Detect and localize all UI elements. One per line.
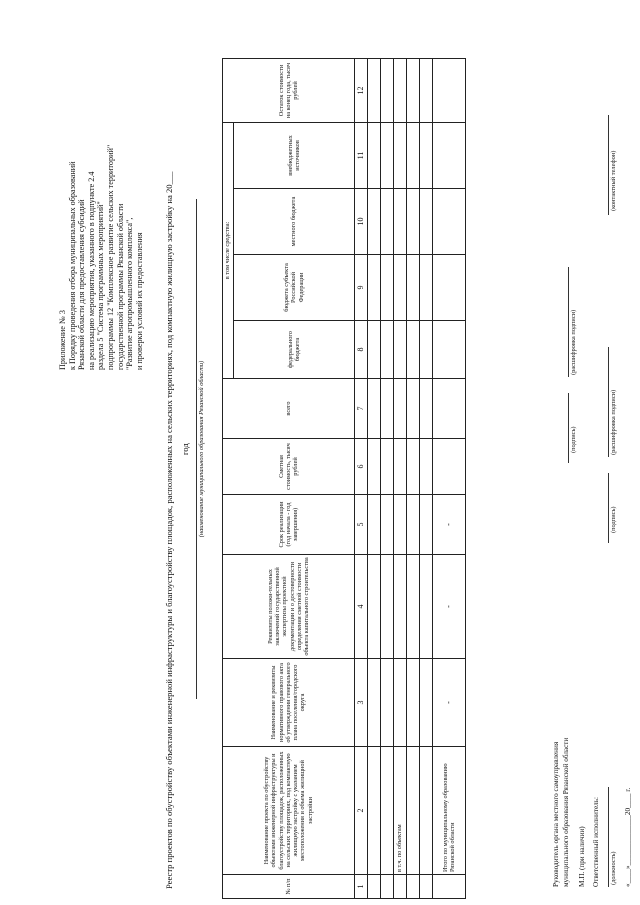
table-cell — [394, 875, 407, 899]
table-cell — [381, 189, 394, 255]
dash-cell: - — [433, 659, 466, 747]
table-row — [420, 59, 433, 899]
table-cell — [368, 439, 381, 495]
header-extrabudgetary: внебюджетных источников — [234, 123, 355, 189]
executor-decoding-line — [608, 347, 609, 457]
header-project-name: Наименование проекта по обустройству объектами инженерной инфраструктуры и благоустройству площадок, расположенных на сельских территориях, под компактную жилищную застройку с указанием местоположения и объема жилищной застройки — [223, 747, 355, 875]
table-cell — [407, 123, 420, 189]
table-cell — [394, 255, 407, 321]
signature-caption: (подпись) — [570, 426, 577, 453]
table-cell — [394, 59, 407, 123]
table-cell — [368, 189, 381, 255]
table-row — [368, 59, 381, 899]
table-cell — [407, 189, 420, 255]
column-number-row — [355, 59, 368, 899]
table-cell — [407, 321, 420, 379]
table-cell — [407, 255, 420, 321]
table-cell — [394, 189, 407, 255]
column-number: 4 — [355, 555, 368, 659]
table-cell — [381, 747, 394, 875]
table-cell — [381, 59, 394, 123]
table-cell — [368, 495, 381, 555]
head-title-line1: Руководитель органа местного самоуправления — [552, 741, 560, 887]
appendix-line: и проверки условий их предоставления — [134, 232, 144, 370]
table-row — [381, 59, 394, 899]
header-estimated-cost: Сметная стоимость, тысяч рублей — [223, 439, 355, 495]
column-number: 3 — [355, 659, 368, 747]
table-cell — [394, 495, 407, 555]
table-cell — [420, 875, 433, 899]
column-number: 1 — [355, 875, 368, 899]
table-cell — [394, 379, 407, 439]
table-cell — [381, 875, 394, 899]
appendix-line: раздела 5 "Система программных мероприятий" — [96, 201, 106, 370]
table-cell — [407, 555, 420, 659]
column-number: 7 — [355, 379, 368, 439]
table-cell — [381, 495, 394, 555]
header-federal-budget: федерального бюджета — [234, 321, 355, 379]
phone-caption: (контактный телефон) — [610, 150, 617, 211]
table-cell — [433, 379, 466, 439]
appendix-line: на реализацию мероприятия, указанного в подпункте 2.4 — [86, 171, 96, 370]
appendix-line: к Порядку проведения отбора муниципальных образований — [67, 161, 77, 370]
appendix-line: Приложение № 3 — [58, 310, 67, 370]
table-cell — [368, 659, 381, 747]
table-cell — [420, 495, 433, 555]
total-row — [433, 59, 466, 899]
column-number: 10 — [355, 189, 368, 255]
column-number: 9 — [355, 255, 368, 321]
header-legal-act: Наименование и реквизиты нормативного правового акта об утверждении генерального плана поселения/городского округа — [223, 659, 355, 747]
table-cell — [368, 123, 381, 189]
table-cell — [381, 439, 394, 495]
phone-line — [608, 115, 609, 215]
table-cell — [420, 321, 433, 379]
table-cell — [381, 123, 394, 189]
table-cell — [407, 659, 420, 747]
header-term: Срок реализации (год начала - год завершения) — [223, 495, 355, 555]
appendix-line: государственной программы Рязанской области — [115, 203, 125, 370]
total-label: Итого по муниципальному образованию Рязанской области — [433, 747, 466, 875]
decoding-line — [568, 267, 569, 377]
table-cell — [394, 659, 407, 747]
table-cell — [381, 555, 394, 659]
column-number: 6 — [355, 439, 368, 495]
appendix-line: "Развитие агропромышленного комплекса", — [125, 217, 135, 370]
executor-label: Ответственный исполнитель: — [592, 797, 600, 887]
table-row — [407, 59, 420, 899]
table-cell — [420, 439, 433, 495]
executor-decoding-caption: (расшифровка подписи) — [610, 389, 617, 455]
header-including-funds: в том числе средства: — [223, 123, 234, 379]
table-cell — [368, 875, 381, 899]
table-cell — [407, 439, 420, 495]
header-total: всего — [223, 379, 355, 439]
table-cell — [407, 379, 420, 439]
table-cell — [381, 379, 394, 439]
table-cell — [433, 255, 466, 321]
table-cell — [420, 255, 433, 321]
municipality-underline — [196, 199, 197, 699]
table-cell — [381, 255, 394, 321]
table-cell — [433, 321, 466, 379]
including-objects-row — [394, 59, 407, 899]
table-cell — [420, 59, 433, 123]
table-cell — [368, 747, 381, 875]
table-cell — [394, 555, 407, 659]
column-number: 5 — [355, 495, 368, 555]
table-cell — [368, 321, 381, 379]
decoding-caption: (расшифровка подписи) — [570, 309, 577, 375]
table-cell — [433, 59, 466, 123]
table-cell — [394, 123, 407, 189]
table-cell — [407, 747, 420, 875]
municipality-caption: (наименование муниципального образования Рязанской области) — [198, 360, 205, 538]
header-regional-budget: бюджета субъекта Российской Федерации — [234, 255, 355, 321]
date-field: «____»______________20____ г. — [624, 787, 632, 887]
head-title-line2: муниципального образования Рязанской области — [562, 737, 570, 887]
position-caption: (должность) — [610, 851, 617, 885]
including-objects-label: в т.ч. по объектам — [394, 747, 407, 875]
table-cell — [420, 379, 433, 439]
appendix-line: подпрограммы 12 "Комплексное развитие сельских территорий" — [105, 144, 115, 370]
table-cell — [420, 189, 433, 255]
appendix-line: Рязанской области для предоставления субсидий — [77, 199, 87, 370]
table-cell — [433, 189, 466, 255]
table-cell — [394, 321, 407, 379]
header-expertise: Реквизиты положи-тельных заключений государственной экспертизы проектной документации и о достоверности определения сметной стоимости объекта капитального строительства — [223, 555, 355, 659]
table-cell — [368, 59, 381, 123]
table-cell — [420, 659, 433, 747]
executor-signature-line — [608, 473, 609, 543]
header-number: № п/п — [223, 875, 355, 899]
appendix-header — [58, 40, 144, 370]
table-cell — [394, 439, 407, 495]
signature-line — [568, 393, 569, 463]
table-cell — [420, 123, 433, 189]
table-cell — [433, 123, 466, 189]
table-cell — [433, 439, 466, 495]
stamp-note: М.П. (при наличии) — [578, 826, 586, 887]
header-remaining-cost: Остаток стоимости на конец года, тысяч рублей — [223, 59, 355, 123]
registry-title: Реестр проектов по обустройству объектами инженерной инфраструктуры и благоустройству площадок, расположенных на сельских территориях, под компактную жилищную застройку на 20___ — [164, 171, 174, 889]
executor-signature-caption: (подпись) — [610, 506, 617, 533]
table-cell — [368, 255, 381, 321]
registry-year-word: год — [180, 443, 190, 455]
registry-table — [222, 58, 466, 899]
position-line — [608, 787, 609, 887]
header-row — [223, 59, 234, 899]
column-number: 11 — [355, 123, 368, 189]
table-cell — [420, 747, 433, 875]
dash-cell: - — [433, 495, 466, 555]
dash-cell: - — [433, 555, 466, 659]
table-cell — [407, 495, 420, 555]
column-number: 12 — [355, 59, 368, 123]
table-cell — [420, 555, 433, 659]
table-cell — [407, 875, 420, 899]
table-cell — [368, 379, 381, 439]
column-number: 2 — [355, 747, 368, 875]
table-cell — [433, 875, 466, 899]
table-cell — [407, 59, 420, 123]
header-local-budget: местного бюджета — [234, 189, 355, 255]
table-cell — [368, 555, 381, 659]
municipality-field — [196, 199, 205, 699]
table-cell — [381, 659, 394, 747]
column-number: 8 — [355, 321, 368, 379]
table-cell — [381, 321, 394, 379]
